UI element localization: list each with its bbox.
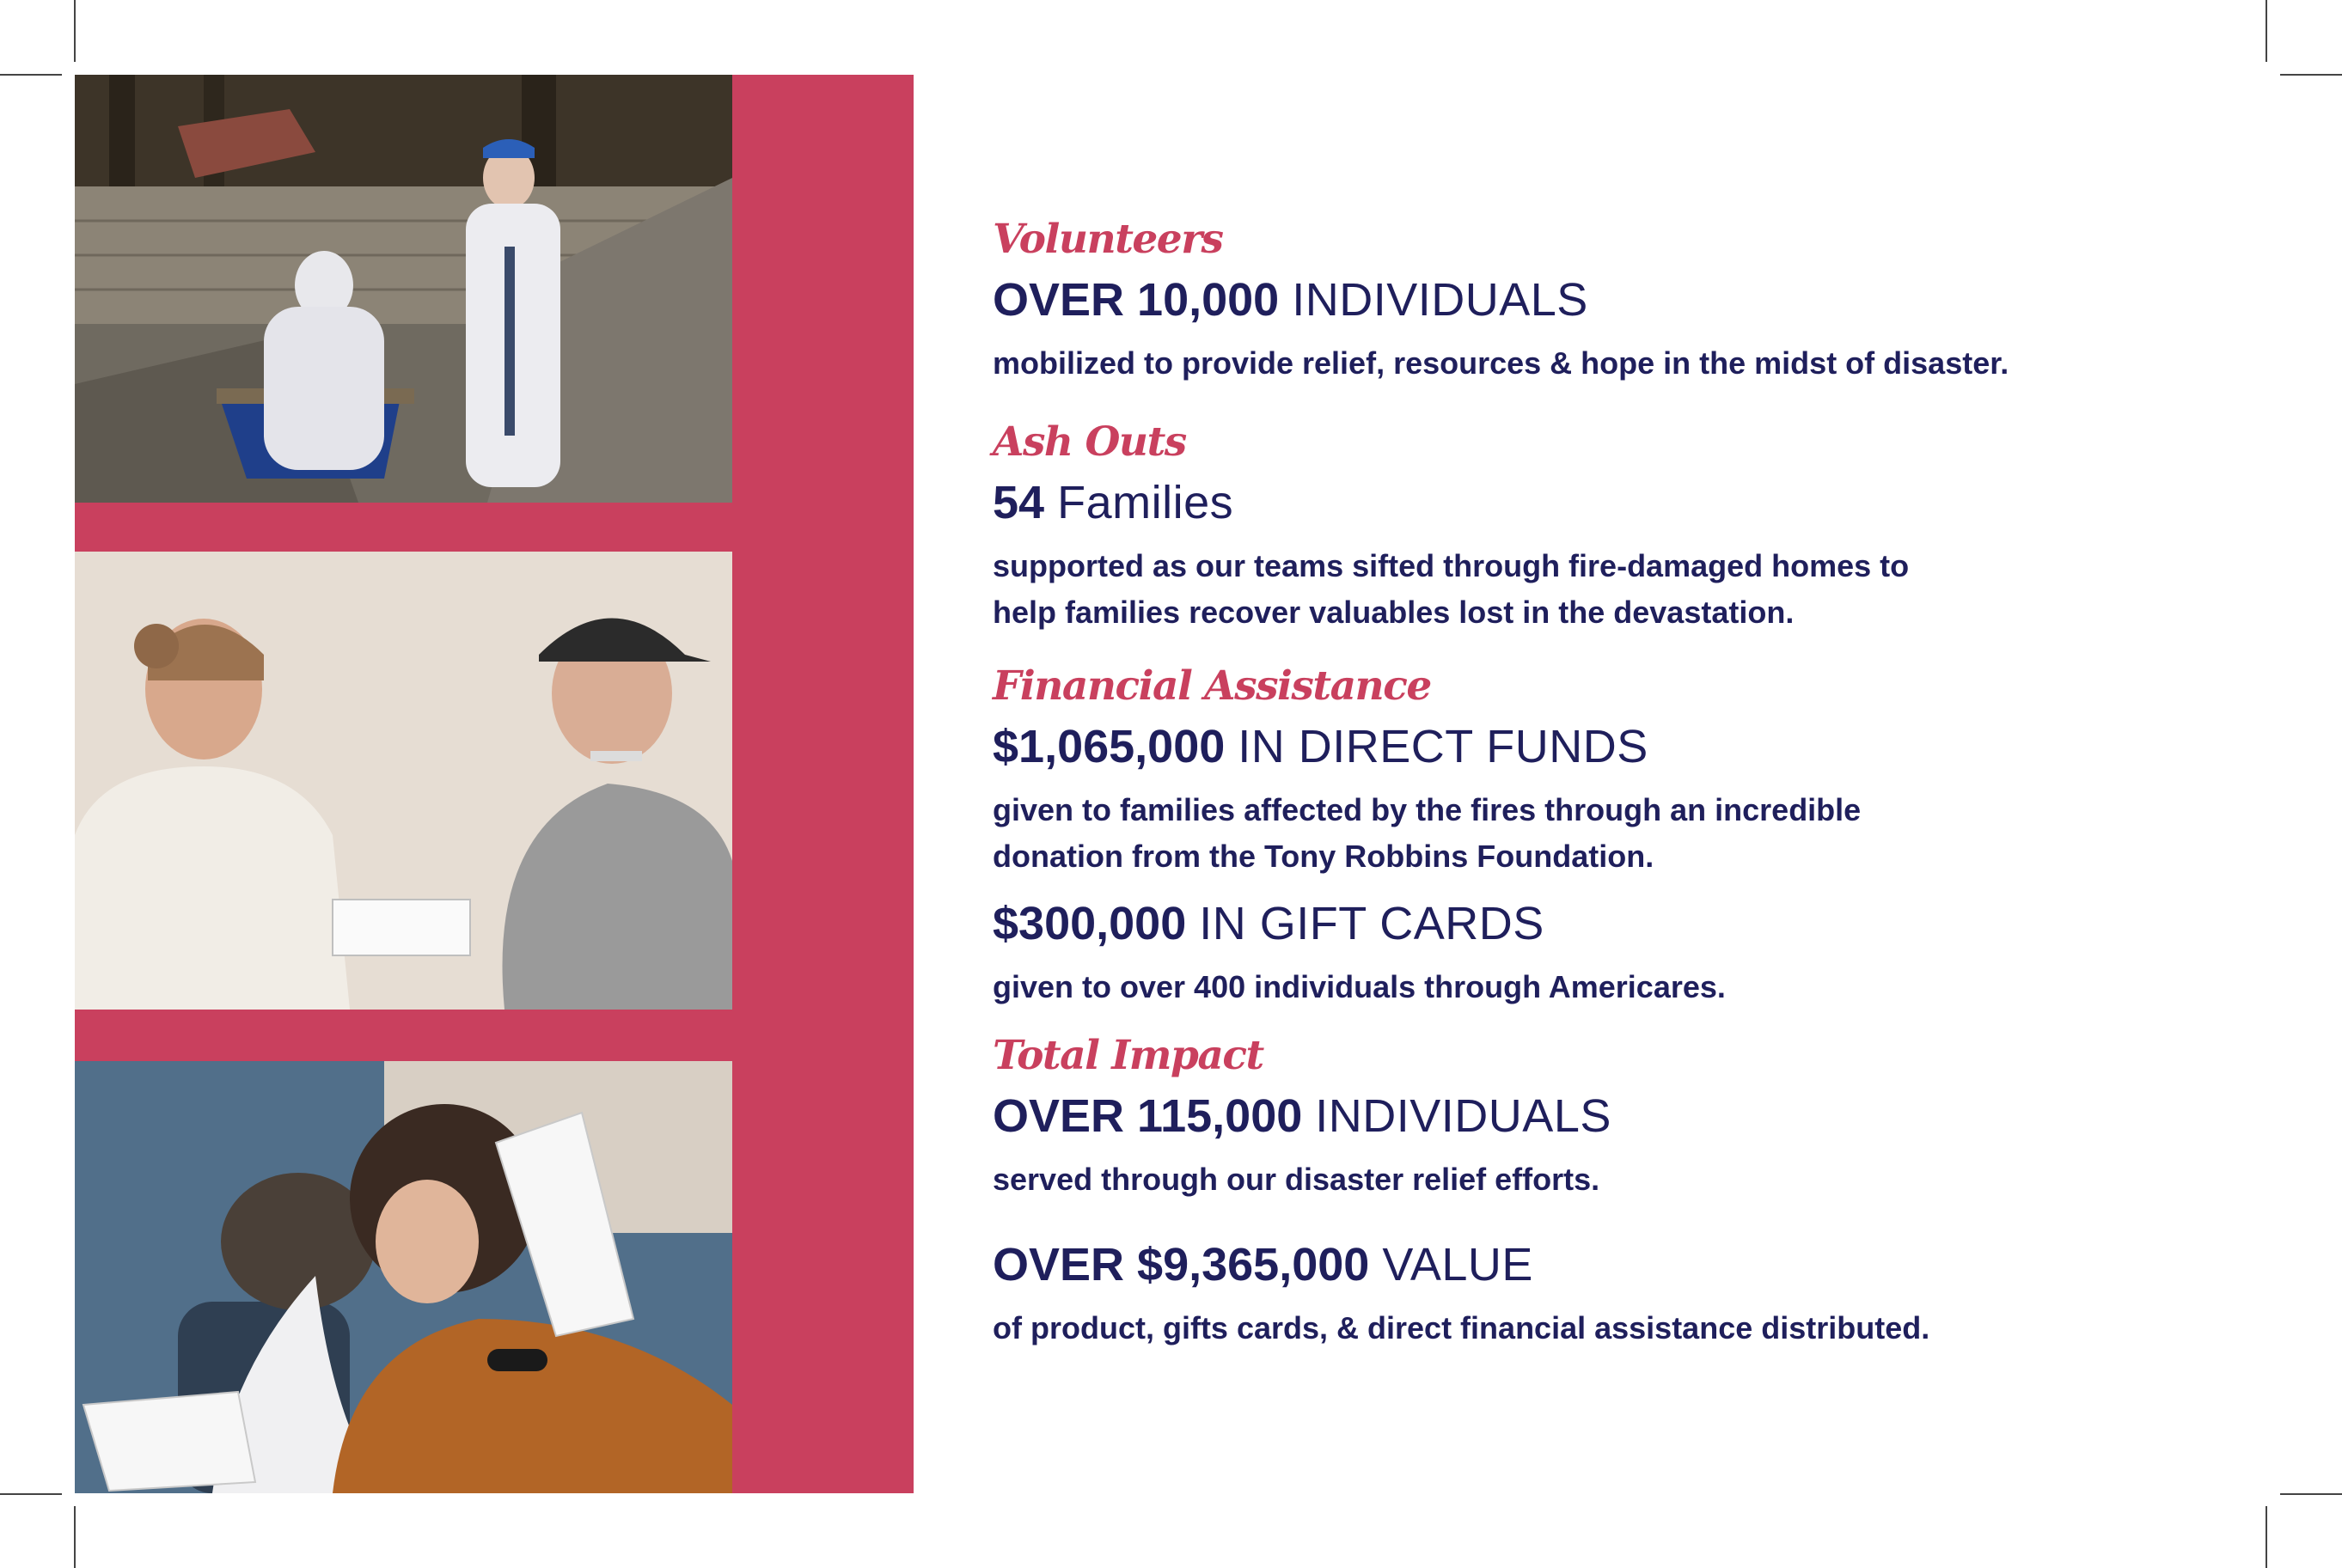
stat-description	[993, 787, 1861, 880]
crop-mark	[0, 74, 62, 76]
stat-number: OVER $9,365,000	[993, 1239, 1370, 1290]
crop-mark	[2266, 0, 2267, 62]
envelope-handoff-image	[75, 552, 732, 1010]
stat-headline	[993, 479, 1909, 526]
crop-mark	[74, 1506, 76, 1568]
stat-description: given to over 400 individuals through Americares.	[993, 969, 1726, 1004]
stat-headline	[993, 900, 1726, 947]
crop-mark	[2280, 74, 2342, 76]
volunteers-cleanup-photo	[75, 75, 732, 503]
stat-headline	[993, 274, 2009, 326]
crop-mark	[74, 0, 76, 62]
embrace-image	[75, 1061, 732, 1493]
gift-cards-section	[993, 900, 1726, 1010]
stat-description: of product, gifts cards, & direct financial assistance distributed.	[993, 1310, 1930, 1345]
crop-mark	[2266, 1506, 2267, 1568]
stat-unit: IN DIRECT FUNDS	[1238, 721, 1648, 772]
financial-assistance-section	[993, 662, 1862, 880]
stat-unit: IN GIFT CARDS	[1199, 898, 1544, 949]
stat-unit: Families	[1057, 477, 1234, 528]
volunteers-section	[993, 216, 2009, 387]
category-heading: Financial Assistance	[993, 662, 1431, 710]
embrace-photo	[75, 1061, 732, 1493]
ash-outs-section	[993, 418, 1910, 636]
stat-number: 54	[993, 477, 1045, 528]
stat-description: mobilized to provide relief, resources & hope in the midst of disaster.	[993, 345, 2009, 381]
total-impact-section	[993, 1032, 1611, 1203]
stat-number: $300,000	[993, 898, 1187, 949]
crop-mark	[2280, 1493, 2342, 1495]
crop-mark	[0, 1493, 62, 1495]
volunteers-cleanup-image	[75, 75, 732, 503]
stat-unit: INDIVIDUALS	[1315, 1090, 1611, 1142]
stat-description	[993, 543, 1909, 636]
description-line: donation from the Tony Robbins Foundation.	[993, 839, 1654, 874]
category-heading: Volunteers	[993, 216, 1223, 263]
stat-description: served through our disaster relief efforts.	[993, 1162, 1600, 1197]
stat-unit: INDIVIDUALS	[1292, 274, 1588, 326]
photo-panel	[75, 75, 914, 1493]
description-line: supported as our teams sifted through fire-damaged homes to	[993, 548, 1910, 583]
description-line: help families recover valuables lost in the devastation.	[993, 595, 1795, 630]
stat-headline	[993, 723, 1861, 770]
stat-unit: VALUE	[1382, 1239, 1533, 1290]
stat-headline	[993, 1239, 1929, 1290]
stat-number: OVER 10,000	[993, 274, 1280, 326]
total-value-section	[993, 1239, 1930, 1351]
description-line: given to families affected by the fires through an incredible	[993, 792, 1862, 827]
stat-number: OVER 115,000	[993, 1090, 1303, 1142]
category-heading: Ash Outs	[993, 418, 1186, 466]
stat-number: $1,065,000	[993, 721, 1226, 772]
category-heading: Total Impact	[993, 1032, 1263, 1079]
envelope-handoff-photo	[75, 552, 732, 1010]
stat-headline	[993, 1090, 1611, 1142]
